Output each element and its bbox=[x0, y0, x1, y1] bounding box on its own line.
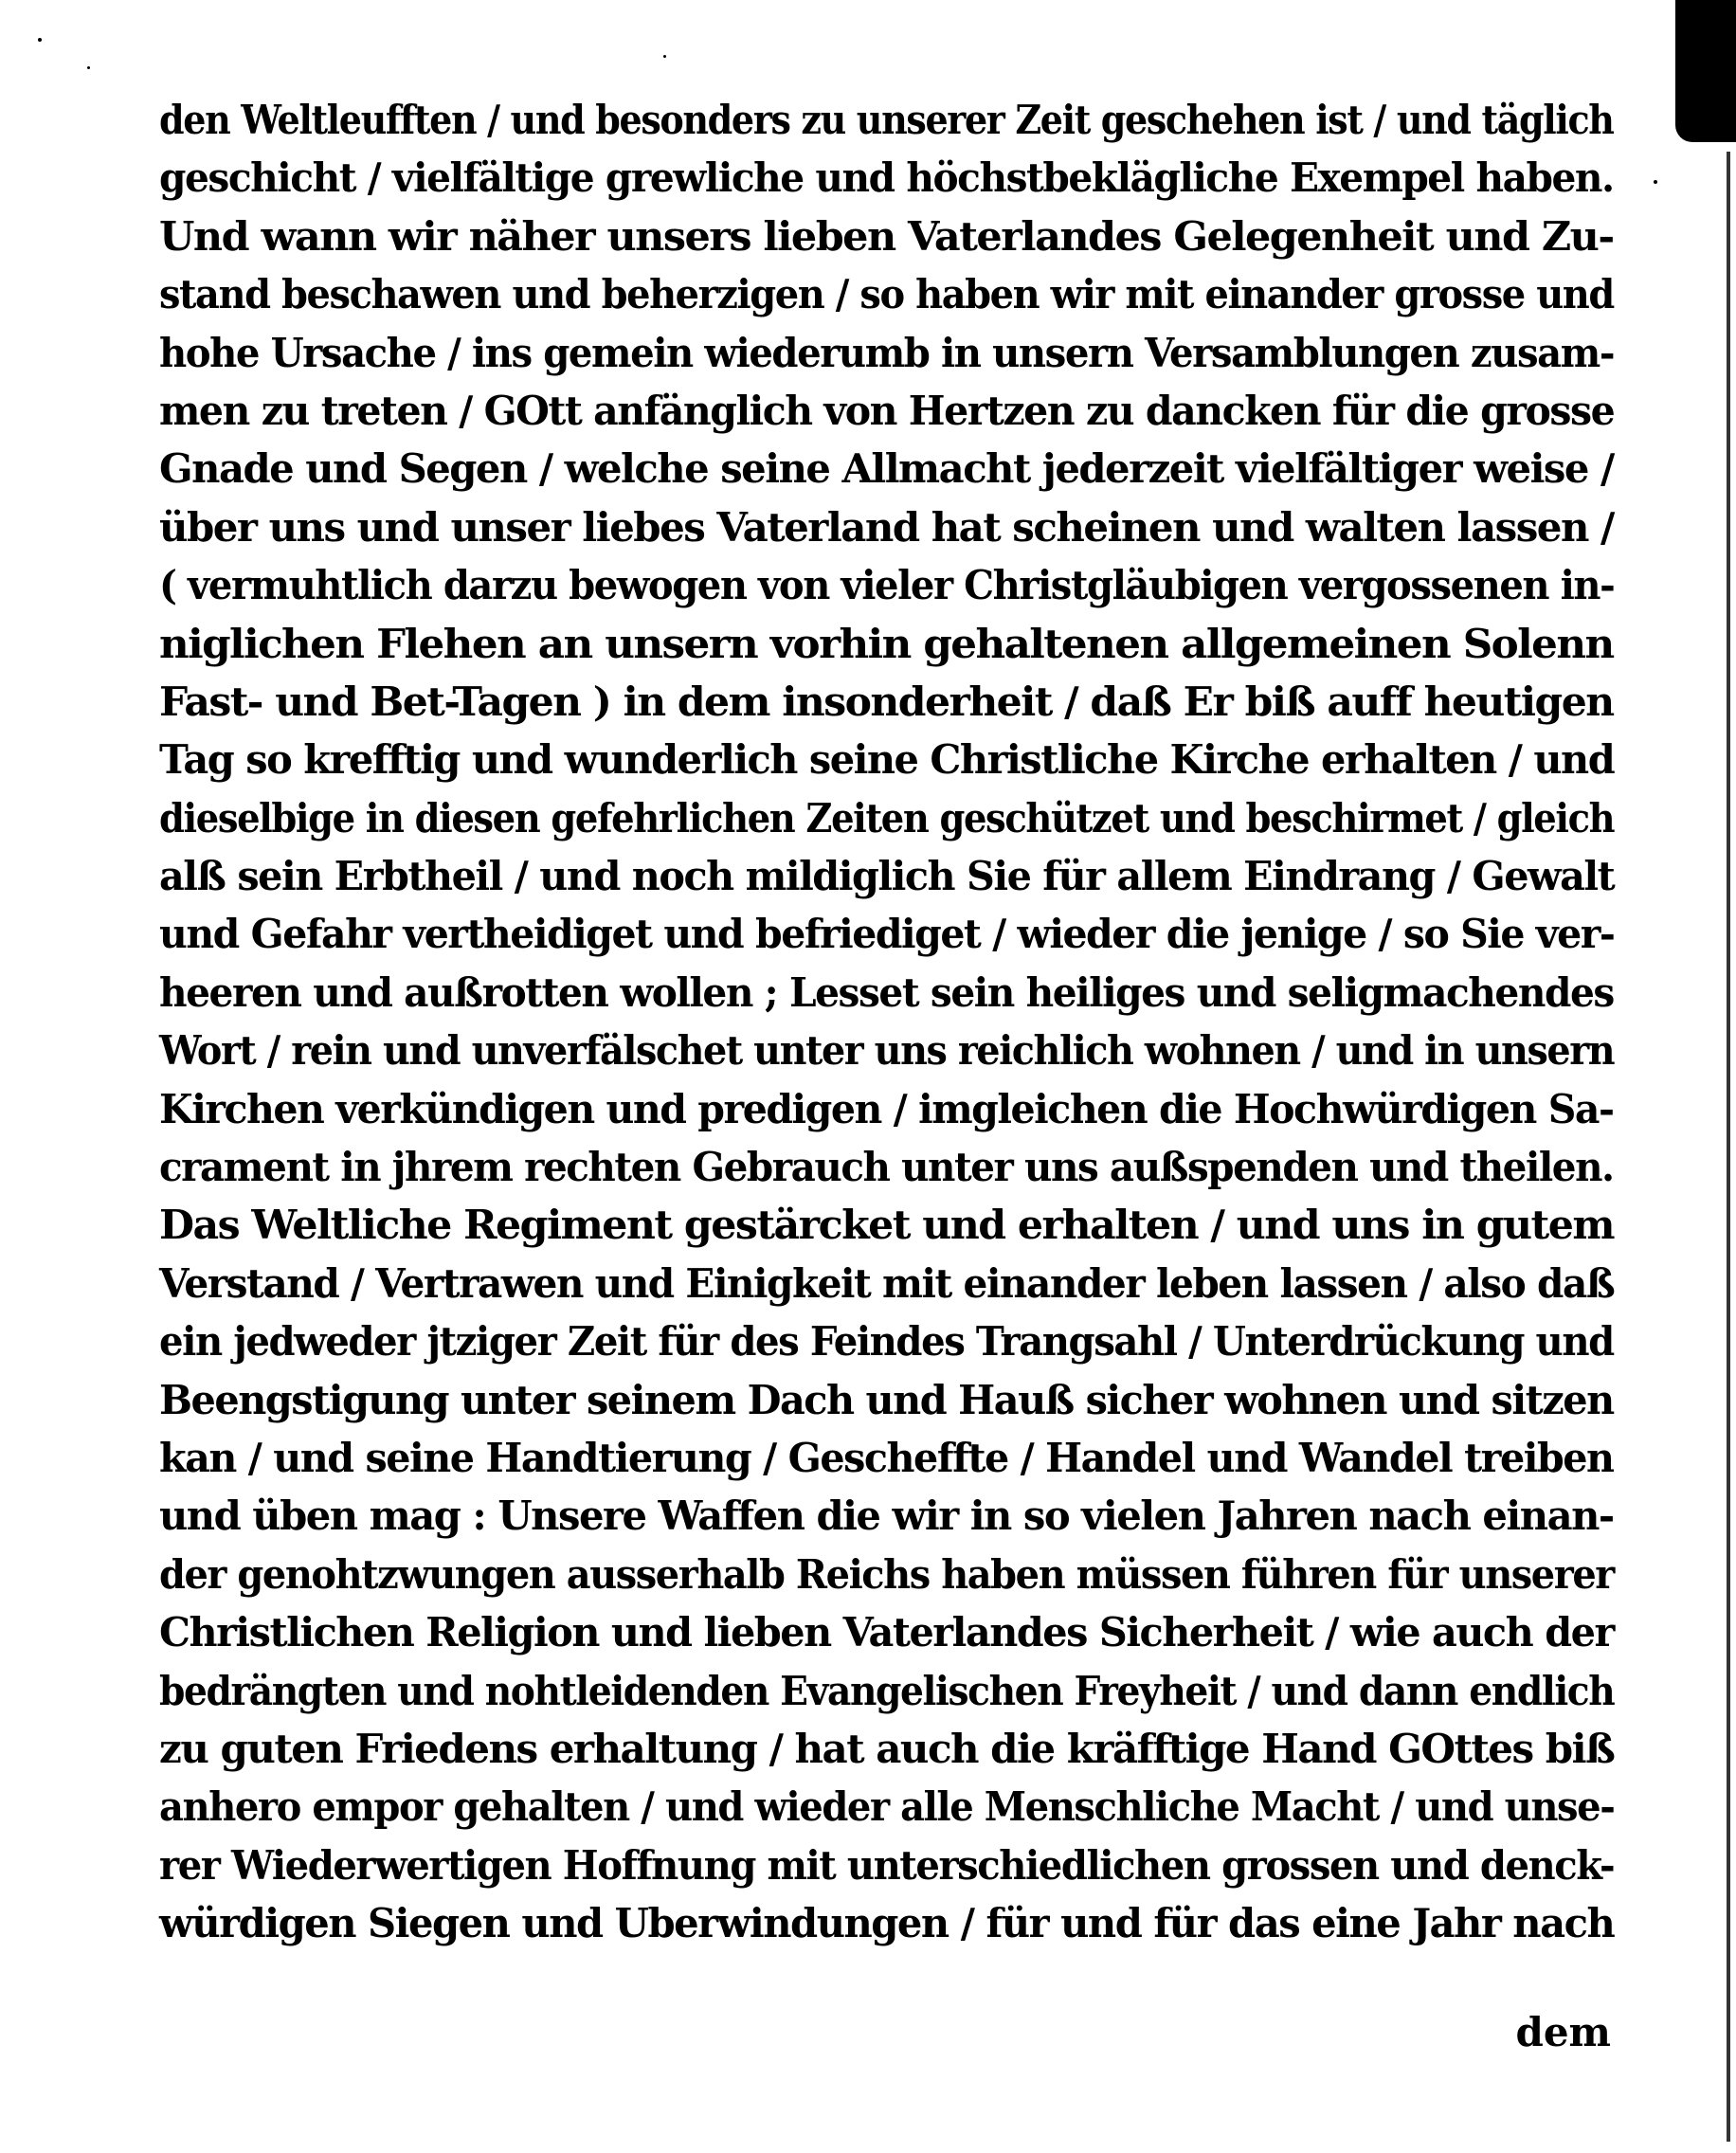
speck bbox=[38, 38, 42, 42]
text-line: über uns und unser liebes Vaterland hat scheinen und walten lassen / bbox=[159, 503, 1614, 551]
text-line: ( vermuhtlich darzu bewogen von vieler Christgläubigen vergossenen in- bbox=[159, 562, 1615, 609]
text-line: den Weltleufften / und besonders zu unserer Zeit geschehen ist / und täglich bbox=[159, 97, 1614, 143]
catchword: dem bbox=[1515, 2009, 1611, 2055]
text-line: zu guten Friedens erhaltung / hat auch die kräfftige Hand GOttes biß bbox=[159, 1725, 1615, 1772]
text-line: Wort / rein und unverfälschet unter uns reichlich wohnen / und in unsern bbox=[159, 1027, 1615, 1075]
text-line: crament in jhrem rechten Gebrauch unter uns außspenden und theilen. bbox=[159, 1144, 1614, 1191]
text-line: Fast- und Bet-Tagen ) in dem insonderheit / daß Er biß auff heutigen bbox=[159, 678, 1614, 725]
text-line: kan / und seine Handtierung / Gescheffte / Handel und Wandel treiben bbox=[159, 1434, 1614, 1481]
text-line: Das Weltliche Regiment gestärcket und erhalten / und uns in gutem bbox=[159, 1202, 1615, 1249]
speck bbox=[87, 66, 90, 69]
text-line: heeren und außrotten wollen ; Lesset sein heiliges und seligmachendes bbox=[159, 968, 1614, 1016]
speck bbox=[1654, 180, 1657, 184]
text-line: Verstand / Vertrawen und Einigkeit mit einander leben lassen / also daß bbox=[159, 1259, 1615, 1307]
text-line: geschicht / vielfältige grewliche und höchstbeklägliche Exempel haben. bbox=[159, 154, 1614, 202]
text-line: Und wann wir näher unsers lieben Vaterlandes Gelegenheit und Zu- bbox=[159, 212, 1614, 260]
text-line: ein jedweder jtziger Zeit für des Feindes Trangsahl / Unterdrückung und bbox=[159, 1318, 1614, 1366]
ink-blot-margin bbox=[1675, 0, 1736, 142]
text-line: bedrängten und nohtleidenden Evangelischen Freyheit / und dann endlich bbox=[159, 1667, 1615, 1714]
text-line: Beengstigung unter seinem Dach und Hauß sicher wohnen und sitzen bbox=[159, 1376, 1614, 1423]
body-text bbox=[159, 91, 1614, 1953]
text-line: men zu treten / GOtt anfänglich von Hertzen zu dancken für die grosse bbox=[159, 387, 1615, 434]
text-line: Gnade und Segen / welche seine Allmacht jederzeit vielfältiger weise / bbox=[159, 445, 1614, 493]
speck bbox=[663, 55, 666, 58]
text-line: Tag so krefftig und wunderlich seine Christliche Kirche erhalten / und bbox=[159, 736, 1615, 784]
page-edge-line bbox=[1727, 152, 1730, 2142]
text-line: und Gefahr vertheidiget und befriediget / wieder die jenige / so Sie ver- bbox=[159, 911, 1615, 958]
text-line: stand beschawen und beherzigen / so haben wir mit einander grosse und bbox=[159, 271, 1614, 318]
text-line: Christlichen Religion und lieben Vaterlandes Sicherheit / wie auch der bbox=[159, 1609, 1614, 1656]
text-line: dieselbige in diesen gefehrlichen Zeiten geschützet und beschirmet / gleich bbox=[159, 794, 1615, 841]
text-line: rer Wiederwertigen Hoffnung mit unterschiedlichen grossen und denck- bbox=[159, 1841, 1615, 1889]
text-line: und üben mag : Unsere Waffen die wir in so vielen Jahren nach einan- bbox=[159, 1493, 1614, 1540]
text-line: würdigen Siegen und Uberwindungen / für und für das eine Jahr nach bbox=[159, 1900, 1615, 1947]
text-line: hohe Ursache / ins gemein wiederumb in unsern Versamblungen zusam- bbox=[159, 329, 1615, 376]
text-line: der genohtzwungen ausserhalb Reichs haben müssen führen für unserer bbox=[159, 1550, 1614, 1598]
text-line: niglichen Flehen an unsern vorhin gehaltenen allgemeinen Solenn bbox=[159, 620, 1614, 667]
text-line: anhero empor gehalten / und wieder alle Menschliche Macht / und unse- bbox=[159, 1783, 1615, 1831]
text-line: Kirchen verkündigen und predigen / imgleichen die Hochwürdigen Sa- bbox=[159, 1085, 1614, 1132]
text-line: alß sein Erbtheil / und noch mildiglich Sie für allem Eindrang / Gewalt bbox=[159, 853, 1615, 900]
